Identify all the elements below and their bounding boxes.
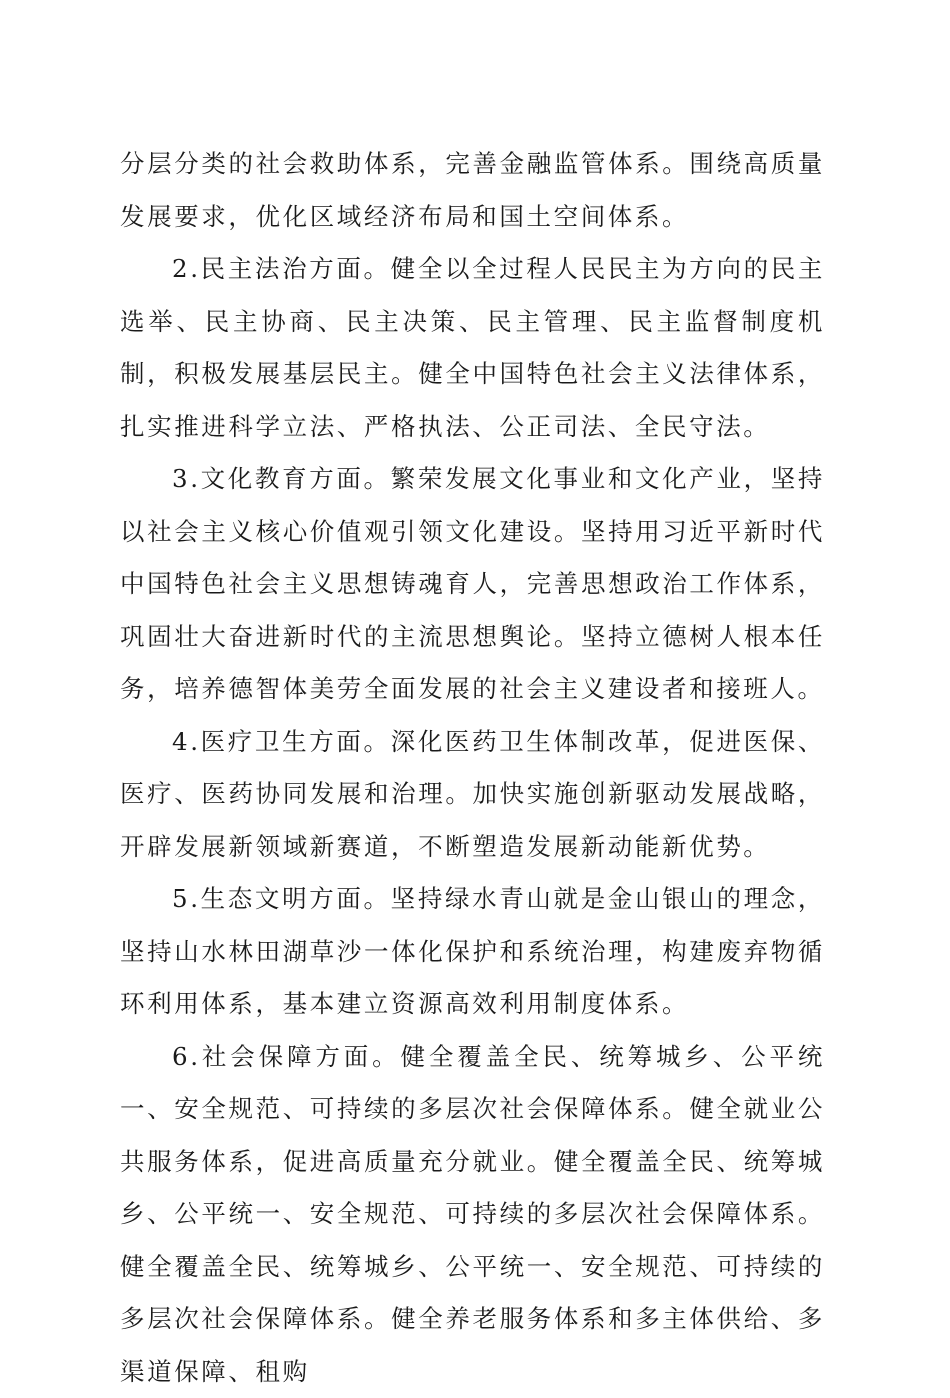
document-body [120,138,825,1398]
paragraph-medical-health: 4.医疗卫生方面。深化医药卫生体制改革，促进医保、医疗、医药协同发展和治理。加快实施创新驱动发展战略，开辟发展新领域新赛道，不断塑造发展新动能新优势。 [120,716,825,874]
paragraph-social-security: 6.社会保障方面。健全覆盖全民、统筹城乡、公平统一、安全规范、可持续的多层次社会保障体系。健全就业公共服务体系，促进高质量充分就业。健全覆盖全民、统筹城乡、公平统一、安全规范、可持续的多层次社会保障体系。健全覆盖全民、统筹城乡、公平统一、安全规范、可持续的多层次社会保障体系。健全养老服务体系和多主体供给、多渠道保障、租购 [120,1031,825,1398]
paragraph-ecological-civilization: 5.生态文明方面。坚持绿水青山就是金山银山的理念，坚持山水林田湖草沙一体化保护和系统治理，构建废弃物循环利用体系，基本建立资源高效利用制度体系。 [120,873,825,1031]
paragraph-culture-education: 3.文化教育方面。繁荣发展文化事业和文化产业，坚持以社会主义核心价值观引领文化建设。坚持用习近平新时代中国特色社会主义思想铸魂育人，完善思想政治工作体系，巩固壮大奋进新时代的主流思想舆论。坚持立德树人根本任务，培养德智体美劳全面发展的社会主义建设者和接班人。 [120,453,825,716]
paragraph-democracy-rule-of-law: 2.民主法治方面。健全以全过程人民民主为方向的民主选举、民主协商、民主决策、民主管理、民主监督制度机制，积极发展基层民主。健全中国特色社会主义法律体系，扎实推进科学立法、严格执法、公正司法、全民守法。 [120,243,825,453]
paragraph-continued: 分层分类的社会救助体系，完善金融监管体系。围绕高质量发展要求，优化区域经济布局和国土空间体系。 [120,138,825,243]
